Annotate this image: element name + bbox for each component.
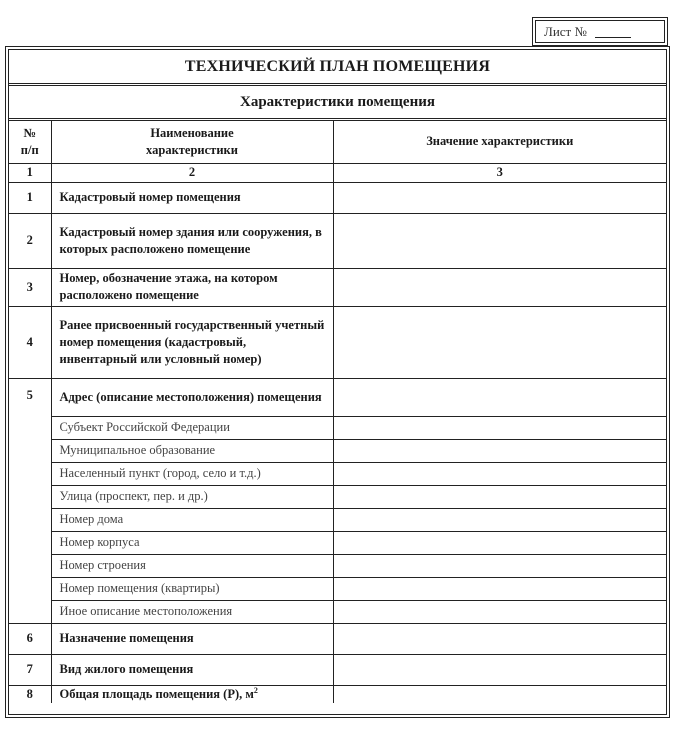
document-title: ТЕХНИЧЕСКИЙ ПЛАН ПОМЕЩЕНИЯ <box>9 50 666 84</box>
row-number: 3 <box>9 268 51 306</box>
column-number-2: 2 <box>51 163 333 182</box>
row-value-cell[interactable] <box>333 685 666 703</box>
header-number-line2: п/п <box>20 142 39 157</box>
row-number: 6 <box>9 623 51 654</box>
document-frame-inner <box>8 49 667 715</box>
row-label: Вид жилого помещения <box>51 654 333 685</box>
header-value: Значение характеристики <box>333 121 666 163</box>
address-subitem-value[interactable] <box>333 531 666 554</box>
row-label: Назначение помещения <box>51 623 333 654</box>
address-subitem-row <box>9 577 666 600</box>
table-header-row <box>9 121 666 163</box>
table-row <box>9 213 666 268</box>
characteristics-table <box>9 121 666 703</box>
address-subitem-label: Населенный пункт (город, село и т.д.) <box>51 462 333 485</box>
address-subitem-label: Иное описание местоположения <box>51 600 333 623</box>
row-label: Кадастровый номер здания или сооружения, в которых расположено помещение <box>51 213 333 268</box>
address-subitem-row <box>9 439 666 462</box>
row-number: 7 <box>9 654 51 685</box>
table-row <box>9 685 666 703</box>
row-number: 2 <box>9 213 51 268</box>
address-subitem-value[interactable] <box>333 439 666 462</box>
address-subitem-value[interactable] <box>333 416 666 439</box>
address-subitem-value[interactable] <box>333 554 666 577</box>
header-number <box>9 121 51 163</box>
address-subitem-value[interactable] <box>333 485 666 508</box>
address-subitem-value[interactable] <box>333 600 666 623</box>
table-row <box>9 654 666 685</box>
column-numbers-row <box>9 163 666 182</box>
table-row <box>9 182 666 213</box>
row-label: Кадастровый номер помещения <box>51 182 333 213</box>
header-name <box>51 121 333 163</box>
row-label: Адрес (описание местоположения) помещения <box>51 378 333 416</box>
area-label-text: Общая площадь помещения (P), м <box>59 686 254 701</box>
address-subitem-value[interactable] <box>333 462 666 485</box>
row-value-cell[interactable] <box>333 306 666 378</box>
address-subitem-label: Номер дома <box>51 508 333 531</box>
area-unit-superscript: 2 <box>253 685 258 695</box>
address-subitem-row <box>9 508 666 531</box>
header-number-line1: № <box>23 125 37 140</box>
sheet-number-box <box>532 17 668 46</box>
column-number-3: 3 <box>333 163 666 182</box>
row-label <box>51 685 333 703</box>
row-value-cell[interactable] <box>333 623 666 654</box>
table-row <box>9 306 666 378</box>
row-label: Ранее присвоенный государственный учетный номер помещения (кадастровый, инвентарный или условный номер) <box>51 306 333 378</box>
row-number: 8 <box>9 685 51 703</box>
address-subitem-label: Номер помещения (квартиры) <box>51 577 333 600</box>
address-subitem-value[interactable] <box>333 577 666 600</box>
column-number-1: 1 <box>9 163 51 182</box>
row-label: Номер, обозначение этажа, на котором расположено помещение <box>51 268 333 306</box>
row-number: 5 <box>9 378 51 623</box>
sheet-number-box-inner <box>535 20 665 43</box>
address-subitem-row <box>9 554 666 577</box>
sheet-number-field[interactable] <box>595 26 631 38</box>
address-row <box>9 378 666 416</box>
address-subitem-row <box>9 600 666 623</box>
address-subitem-label: Номер строения <box>51 554 333 577</box>
address-subitem-row <box>9 531 666 554</box>
row-number: 4 <box>9 306 51 378</box>
section-title: Характеристики помещения <box>9 86 666 119</box>
address-subitem-label: Улица (проспект, пер. и др.) <box>51 485 333 508</box>
sheet-number-label: Лист № <box>544 23 587 39</box>
table-row <box>9 623 666 654</box>
row-number: 1 <box>9 182 51 213</box>
header-name-line1: Наименование <box>150 125 234 140</box>
row-value-cell[interactable] <box>333 378 666 416</box>
address-subitem-value[interactable] <box>333 508 666 531</box>
row-value-cell[interactable] <box>333 268 666 306</box>
table-row <box>9 268 666 306</box>
address-subitem-row <box>9 485 666 508</box>
address-subitem-label: Номер корпуса <box>51 531 333 554</box>
row-value-cell[interactable] <box>333 182 666 213</box>
document-frame <box>5 46 670 718</box>
header-name-line2: характеристики <box>146 142 238 157</box>
address-subitem-label: Муниципальное образование <box>51 439 333 462</box>
address-subitem-row <box>9 462 666 485</box>
row-value-cell[interactable] <box>333 654 666 685</box>
address-subitem-label: Субъект Российской Федерации <box>51 416 333 439</box>
address-subitem-row <box>9 416 666 439</box>
row-value-cell[interactable] <box>333 213 666 268</box>
